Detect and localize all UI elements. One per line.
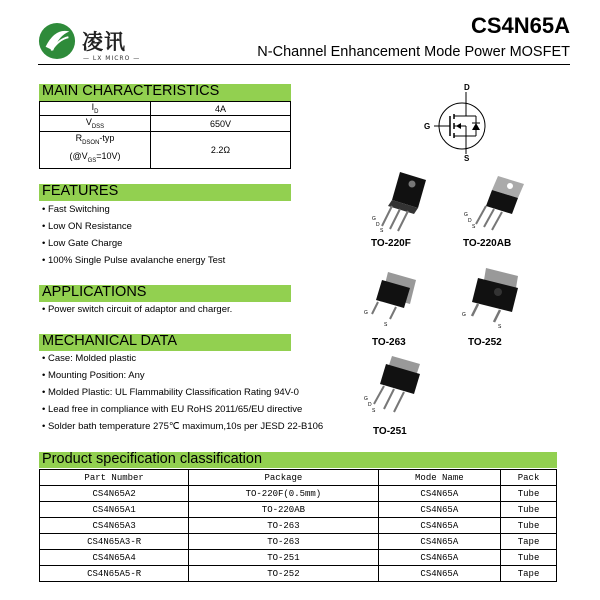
pin-g-label: G [464, 212, 468, 218]
drain-label: D [464, 83, 470, 92]
part-number-cell: CS4N65A2 [40, 486, 189, 502]
part-number-cell: CS4N65A3 [40, 518, 189, 534]
logo-chinese-text: 凌讯 [82, 29, 126, 54]
table-row [40, 534, 557, 550]
table-row [40, 502, 557, 518]
pin-s-label: S [380, 228, 384, 234]
to251-package-image [360, 354, 430, 420]
mode-name-cell: CS4N65A [378, 502, 501, 518]
column-header: Pack [501, 470, 557, 486]
main-characteristics-table [39, 101, 291, 169]
mode-name-cell: CS4N65A [378, 566, 501, 582]
list-item: • Low ON Resistance [42, 221, 132, 232]
mode-name-cell: CS4N65A [378, 486, 501, 502]
section-title: MECHANICAL DATA [42, 333, 178, 349]
list-item: • Low Gate Charge [42, 238, 123, 249]
section-title: MAIN CHARACTERISTICS [42, 83, 220, 99]
pack-cell: Tape [501, 566, 557, 582]
pack-cell: Tube [501, 550, 557, 566]
param-cell: $I_D$ [40, 102, 151, 116]
pack-cell: Tube [501, 486, 557, 502]
pin-s-label: S [384, 322, 388, 328]
spec-classification-header [39, 452, 557, 468]
pin-g-label: G [462, 312, 466, 318]
features-header [39, 184, 291, 201]
table-row [40, 518, 557, 534]
to263-package-image [360, 268, 430, 330]
pin-g-label: G [364, 396, 368, 402]
column-header: Part Number [40, 470, 189, 486]
part-number-title: CS4N65A [470, 13, 570, 38]
applications-header [39, 285, 291, 302]
table-row [40, 566, 557, 582]
to251-label: TO-251 [373, 426, 407, 437]
list-item: • Mounting Position: Any [42, 370, 145, 381]
param-cell: $V_{DSS}$ [40, 116, 151, 132]
table-row [40, 550, 557, 566]
package-cell: TO-263 [189, 518, 378, 534]
list-item: • Fast Switching [42, 204, 110, 215]
package-cell: TO-252 [189, 566, 378, 582]
to252-label: TO-252 [468, 337, 502, 348]
section-title: FEATURES [42, 183, 119, 199]
main-characteristics-header [39, 84, 291, 101]
table-row [40, 486, 557, 502]
table-row [40, 132, 291, 169]
to252-package-image [458, 266, 538, 332]
pack-cell: Tape [501, 534, 557, 550]
param-cell: $R_{DSON}$-typ $(@V_{GS}=10V)$ [40, 132, 151, 169]
document-subtitle: N-Channel Enhancement Mode Power MOSFET [257, 44, 570, 60]
list-item: • Power switch circuit of adaptor and charger. [42, 304, 233, 315]
value-cell: 650V [151, 116, 291, 132]
company-logo-icon [38, 22, 76, 60]
section-title: APPLICATIONS [42, 284, 147, 300]
table-row [40, 116, 291, 132]
pack-cell: Tube [501, 518, 557, 534]
to263-label: TO-263 [372, 337, 406, 348]
table-header-row [40, 470, 557, 486]
to220ab-package-image [458, 172, 538, 232]
part-number-cell: CS4N65A1 [40, 502, 189, 518]
package-cell: TO-263 [189, 534, 378, 550]
table-row [40, 102, 291, 116]
pin-d-label: D [368, 402, 372, 408]
value-cell: 4A [151, 102, 291, 116]
pack-cell: Tube [501, 502, 557, 518]
list-item: • Solder bath temperature 275℃ maximum,10s per JESD 22-B106 [42, 421, 324, 432]
logo-subtext: — LX MICRO — [83, 55, 141, 62]
mode-name-cell: CS4N65A [378, 518, 501, 534]
header-divider [38, 64, 570, 65]
section-title: Product specification classification [42, 451, 263, 467]
pin-d-label: D [468, 218, 472, 224]
pin-g-label: G [364, 310, 368, 316]
package-cell: TO-220AB [189, 502, 378, 518]
part-number-cell: CS4N65A5-R [40, 566, 189, 582]
pin-s-label: S [472, 224, 476, 230]
column-header: Package [189, 470, 378, 486]
list-item: • Lead free in compliance with EU RoHS 2011/65/EU directive [42, 404, 303, 415]
part-number-cell: CS4N65A4 [40, 550, 189, 566]
pin-d-label: D [376, 222, 380, 228]
mode-name-cell: CS4N65A [378, 534, 501, 550]
value-cell: 2.2Ω [151, 132, 291, 169]
to220ab-label: TO-220AB [463, 238, 512, 249]
list-item: • 100% Single Pulse avalanche energy Test [42, 255, 226, 266]
mosfet-symbol-icon [420, 82, 500, 162]
mechanical-data-header [39, 334, 291, 351]
package-cell: TO-220F(0.5mm) [189, 486, 378, 502]
package-cell: TO-251 [189, 550, 378, 566]
column-header: Mode Name [378, 470, 501, 486]
pin-s-label: S [498, 324, 502, 330]
list-item: • Case: Molded plastic [42, 353, 137, 364]
spec-classification-table [39, 469, 557, 582]
part-number-cell: CS4N65A3-R [40, 534, 189, 550]
mode-name-cell: CS4N65A [378, 550, 501, 566]
gate-label: G [424, 122, 431, 131]
pin-g-label: G [372, 216, 376, 222]
to220f-label: TO-220F [371, 238, 411, 249]
pin-s-label: S [372, 408, 376, 414]
to220f-package-image [370, 168, 440, 234]
source-label: S [464, 154, 470, 162]
list-item: • Molded Plastic: UL Flammability Classification Rating 94V-0 [42, 387, 299, 398]
